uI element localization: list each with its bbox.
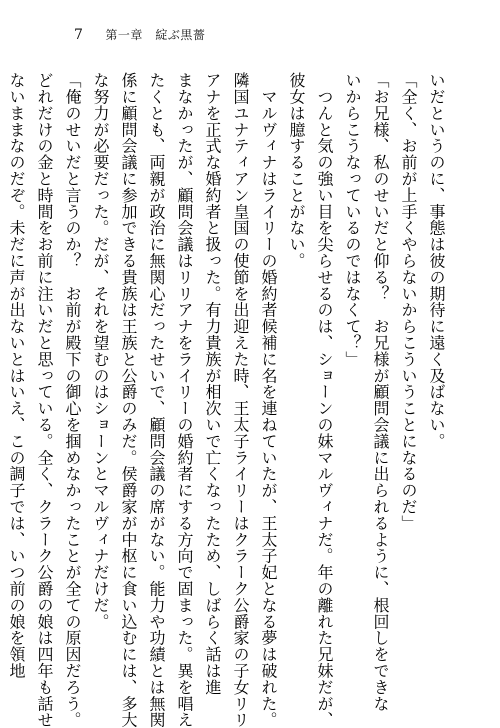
body-line: つんと気の強い目を尖らせるのは、ショーンの妹マルヴィナだ。年の離れた兄妹だが、: [315, 72, 334, 728]
body-line: 彼女は臆することがない。: [287, 72, 306, 269]
page-header: [74, 26, 205, 46]
chapter-running-head: 第一章 綻ぶ黒薔: [105, 28, 206, 42]
body-line: たくとも、両親が政治に無関心だったせいで、顧問会議の席がない。能力や功績とは無関: [147, 72, 166, 728]
body-line: いからこうなっているのではなくて？」: [343, 72, 362, 368]
body-line: 「お兄様、私のせいだと仰る？ お兄様が顧問会議に出られるように、根回しをできな: [371, 72, 390, 712]
body-line: まなかったが、顧問会議はリリアナをライリーの婚約者にする方向で固まった。異を唱え: [175, 72, 194, 728]
body-line: 隣国ユナティアン皇国の使節を出迎えた時、王太子ライリーはクラーク公爵家の子女リリ: [231, 72, 250, 728]
body-line: いだというのに、事態は彼の期待に遠く及ばない。: [427, 72, 446, 450]
body-line: 係に顧問会議に参加できる貴族は王族と公爵のみだ。侯爵家が中枢に食い込むには、多大: [119, 72, 138, 728]
body-line: な努力が必要だった。だが、それを望むのはショーンとマルヴィナだけだ。: [91, 72, 110, 630]
body-line: 「俺のせいだと言うのか？ お前が殿下の御心を掴めなかったことが全ての原因だろう。: [63, 72, 82, 728]
body-line: 「全く、お前が上手くやらないからこういうことになるのだ」: [399, 72, 418, 532]
body-line: マルヴィナはライリーの婚約者候補に名を連ねていたが、王太子妃となる夢は破れた。: [259, 72, 278, 728]
vertical-body-text: [7, 72, 450, 728]
body-line: どれだけの金と時間をお前に注いだと思っている。全く、クラーク公爵の娘は四年も話せ: [35, 72, 54, 728]
body-line: ないままなのだぞ。未だに声が出ないとはいえ、この調子では、いつ前の娘を領地: [7, 72, 26, 679]
page-number: 7: [74, 27, 84, 43]
body-line: [0, 72, 2, 672]
body-line: アナを正式な婚約者と扱った。有力貴族が相次いで亡くなったため、しばらく話は進: [203, 72, 222, 696]
